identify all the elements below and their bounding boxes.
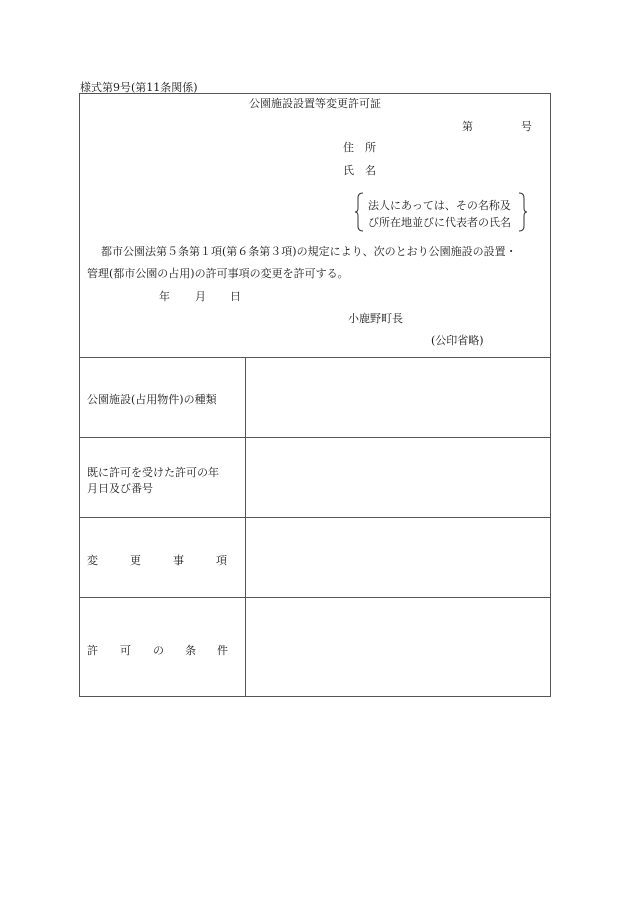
permit-form bbox=[79, 93, 551, 697]
row-label-conditions-char: 許 bbox=[87, 644, 98, 657]
column-divider bbox=[245, 357, 246, 696]
body-text-line2: 管理(都市公園の占用)の許可事項の変更を許可する。 bbox=[87, 267, 349, 280]
corporate-note-bracket bbox=[355, 192, 527, 232]
form-number: 様式第9号(第11条関係) bbox=[80, 81, 198, 94]
divider bbox=[80, 357, 550, 358]
divider bbox=[80, 597, 550, 598]
number-go: 号 bbox=[521, 120, 532, 133]
name-label: 氏 名 bbox=[343, 164, 376, 177]
row-label-conditions-char: 可 bbox=[120, 644, 131, 657]
row-value-conditions bbox=[250, 602, 545, 692]
row-value-prior-permit bbox=[250, 442, 545, 514]
row-label-prior-permit-line2: 月日及び番号 bbox=[87, 482, 153, 495]
row-label-change-char: 更 bbox=[130, 554, 141, 567]
row-value-changes bbox=[250, 522, 545, 594]
body-text-line1: 都市公園法第５条第１項(第６条第３項)の規定により、次のとおり公園施設の設置・ bbox=[101, 245, 517, 258]
row-label-facility-type: 公園施設(占用物件)の種類 bbox=[87, 393, 217, 406]
divider bbox=[80, 517, 550, 518]
divider bbox=[80, 437, 550, 438]
row-label-conditions-char: の bbox=[153, 644, 164, 657]
row-label-change-char: 変 bbox=[87, 554, 98, 567]
issuer: 小鹿野町長 bbox=[348, 312, 403, 325]
corporate-note-line1: 法人にあっては、その名称及 bbox=[368, 199, 511, 212]
corporate-note-line2: び所在地並びに代表者の氏名 bbox=[368, 216, 511, 229]
date-year: 年 bbox=[159, 290, 170, 303]
number-dai: 第 bbox=[462, 120, 473, 133]
row-label-prior-permit-line1: 既に許可を受けた許可の年 bbox=[87, 466, 219, 479]
document-title: 公園施設設置等変更許可証 bbox=[249, 97, 381, 110]
date-month: 月 bbox=[195, 290, 206, 303]
row-label-conditions-char: 件 bbox=[217, 644, 228, 657]
date-day: 日 bbox=[230, 290, 241, 303]
address-label: 住 所 bbox=[343, 141, 376, 154]
row-label-change-char: 事 bbox=[173, 554, 184, 567]
row-label-conditions-char: 条 bbox=[185, 644, 196, 657]
row-label-change-char: 項 bbox=[216, 554, 227, 567]
seal-note: (公印省略) bbox=[431, 334, 484, 347]
row-value-facility-type bbox=[250, 362, 545, 434]
